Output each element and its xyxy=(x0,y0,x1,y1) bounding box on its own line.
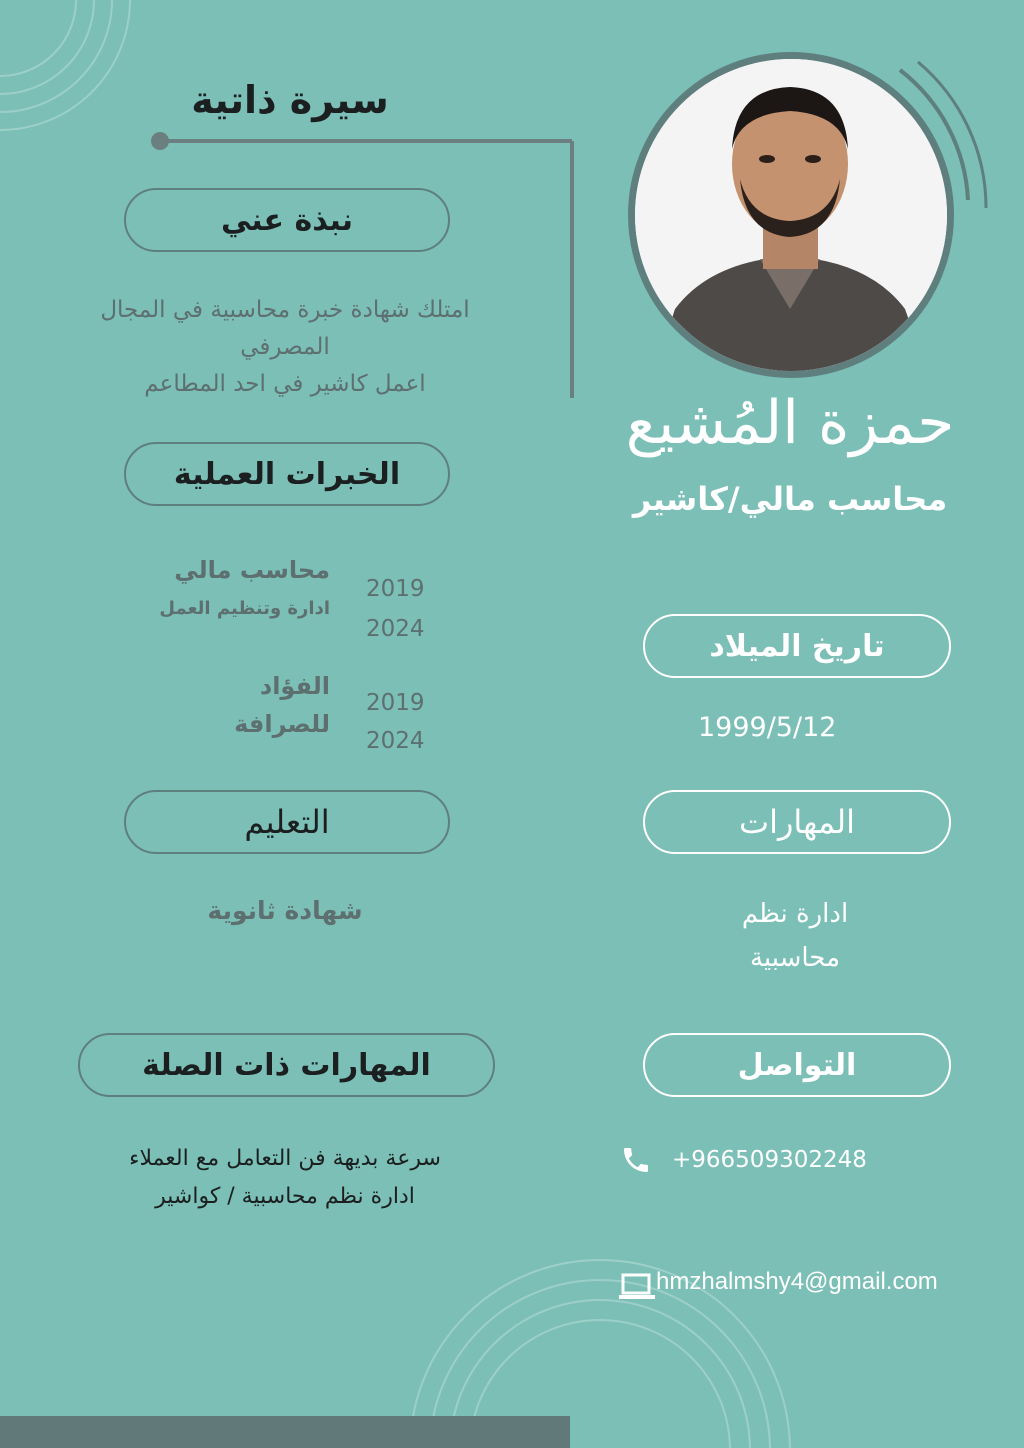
related-skills-heading: المهارات ذات الصلة xyxy=(142,1047,431,1083)
experience-start-year: 2019 xyxy=(366,576,425,602)
contact-heading: التواصل xyxy=(737,1047,857,1083)
skills-heading: المهارات xyxy=(738,803,856,841)
about-text xyxy=(60,292,510,403)
page-title: سيرة ذاتية xyxy=(191,78,389,122)
skill-line: ادارة نظم xyxy=(741,899,849,929)
contact-heading-pill xyxy=(643,1033,951,1097)
about-line: اعمل كاشير في احد المطاعم xyxy=(144,371,426,397)
person-silhouette-icon xyxy=(635,59,947,371)
laptop-icon xyxy=(618,1270,656,1302)
education-value: شهادة ثانوية xyxy=(207,896,363,925)
person-name: حمزة المُشيع xyxy=(625,388,955,458)
skills-heading-pill xyxy=(643,790,951,854)
experience-item xyxy=(120,672,440,772)
experience-item xyxy=(120,556,440,656)
experience-title: الفؤاد xyxy=(259,672,330,700)
about-line: المصرفي xyxy=(240,334,330,360)
phone-number[interactable]: +966509302248 xyxy=(672,1147,867,1173)
top-left-arcs xyxy=(0,0,130,130)
footer-bar xyxy=(0,1416,570,1448)
education-heading-pill xyxy=(124,790,450,854)
about-heading-pill xyxy=(124,188,450,252)
birth-heading-pill xyxy=(643,614,951,678)
birth-date: 1999/5/12 xyxy=(698,712,837,743)
skill-line: محاسبية xyxy=(749,943,841,973)
experience-subtitle: ادارة وتنظيم العمل xyxy=(159,598,330,619)
education-heading: التعليم xyxy=(244,803,330,841)
related-skills-heading-pill xyxy=(78,1033,495,1097)
about-heading: نبذة عني xyxy=(220,202,354,238)
experience-subtitle: للصرافة xyxy=(234,710,330,738)
birth-heading: تاريخ الميلاد xyxy=(709,628,885,664)
timeline-dot xyxy=(151,132,169,150)
related-skill-line: سرعة بديهة فن التعامل مع العملاء xyxy=(129,1146,441,1171)
phone-icon xyxy=(620,1144,652,1176)
experience-start-year: 2019 xyxy=(366,690,425,716)
profile-photo-frame xyxy=(624,44,964,356)
experience-end-year: 2024 xyxy=(366,616,425,642)
profile-photo xyxy=(628,52,954,378)
experience-end-year: 2024 xyxy=(366,728,425,754)
skills-text xyxy=(680,892,910,980)
experience-heading: الخبرات العملية xyxy=(173,456,401,492)
experience-title: محاسب مالي xyxy=(174,556,330,584)
about-line: امتلك شهادة خبرة محاسبية في المجال xyxy=(100,297,470,323)
job-title: محاسب مالي/كاشير xyxy=(632,480,948,518)
related-skill-line: ادارة نظم محاسبية / كواشير xyxy=(155,1184,415,1209)
email-address[interactable]: hmzhalmshy4@gmail.com xyxy=(656,1268,938,1295)
related-skills-text xyxy=(60,1140,510,1216)
experience-heading-pill xyxy=(124,442,450,506)
